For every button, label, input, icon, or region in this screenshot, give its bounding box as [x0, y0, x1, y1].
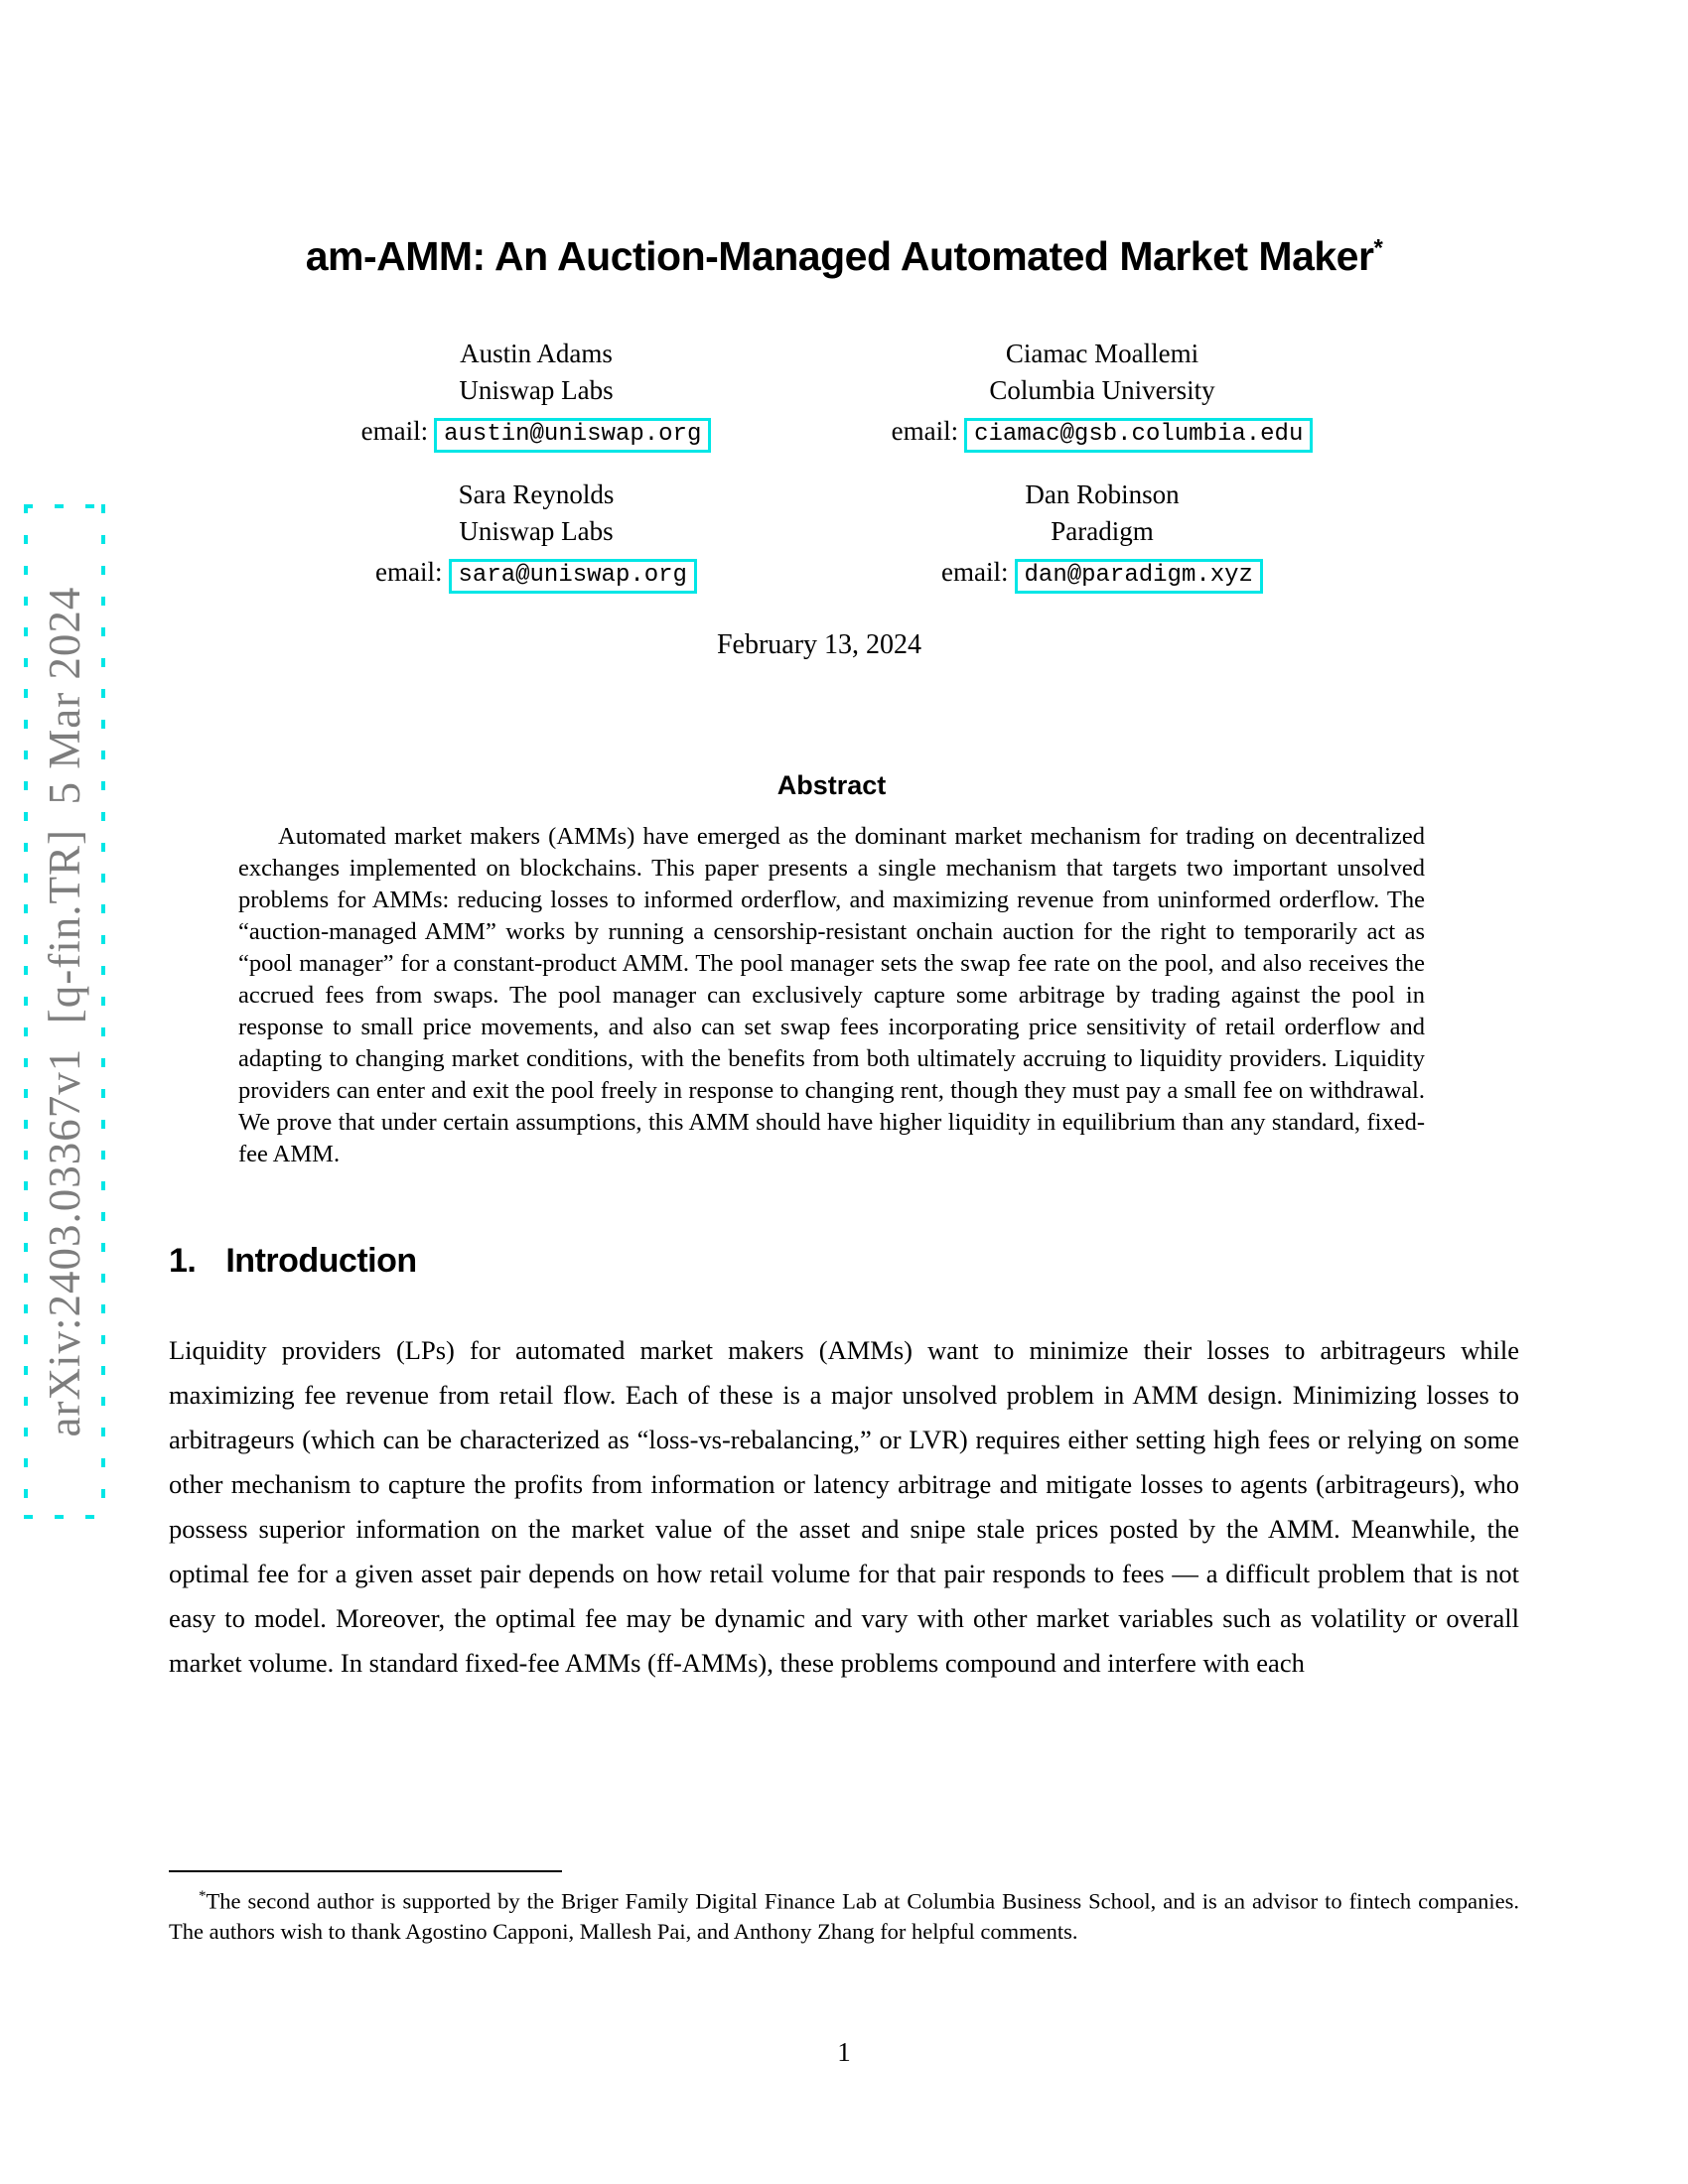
arxiv-watermark-text: arXiv:2403.03367v1 [q-fin.TR] 5 Mar 2024	[40, 586, 89, 1437]
introduction-heading	[169, 1242, 1519, 1281]
abstract-heading: Abstract	[776, 770, 887, 800]
author-name: Ciamac Moallemi	[1005, 339, 1199, 368]
author-name: Austin Adams	[460, 339, 613, 368]
author-name: Sara Reynolds	[458, 479, 615, 509]
email-link[interactable]: austin@uniswap.org	[434, 418, 711, 453]
author-affiliation: Paradigm	[1051, 516, 1154, 546]
author-name: Dan Robinson	[1025, 479, 1180, 509]
introduction-paragraph: Liquidity providers (LPs) for automated market makers (AMMs) want to minimize their losses to arbitrageurs while maximizing fee revenue from retail flow. Each of these is a major unsolved problem in AMM design. Minimizing losses to arbitrageurs (which can be characterized as “loss-vs-rebalancing,” or LVR) requires either setting high fees or relying on some other mechanism to capture the profits from information or latency arbitrage and mitigate losses to agents (arbitrageurs), who possess superior information on the market value of the asset and snipe stale prices posted by the AMM. Meanwhile, the optimal fee for a given asset pair depends on how retail volume for that pair responds to fees — a difficult problem that is not easy to model. Moreover, the optimal fee may be dynamic and vary with other market variables such as volatility or overall market volume. In standard fixed-fee AMMs (ff-AMMs), these problems compound and interfere with each	[169, 1335, 1519, 1678]
author-card	[253, 336, 819, 453]
email-link[interactable]: ciamac@gsb.columbia.edu	[964, 418, 1313, 453]
author-card	[253, 477, 819, 594]
footnote-block	[169, 1870, 1519, 1947]
paper-title	[0, 0, 1688, 280]
footnote-body: The second author is supported by the Briger Family Digital Finance Lab at Columbia Business School, and is an advisor to fintech companies. The authors wish to thank Agostino Capponi, Mallesh Pai, and Anthony Zhang for helpful comments.	[169, 1888, 1519, 1944]
abstract-section	[238, 770, 1425, 1170]
paper-title-text: am-AMM: An Auction-Managed Automated Market Maker	[305, 233, 1374, 279]
author-email-row	[819, 416, 1385, 453]
abstract-text: Automated market makers (AMMs) have emerged as the dominant market mechanism for trading on decentralized exchanges implemented on blockchains. This paper presents a single mechanism that targets two important unsolved problems for AMMs: reducing losses to informed orderflow, and maximizing revenue from uninformed orderflow. The “auction-managed AMM” works by running a censorship-resistant onchain auction for the right to temporarily act as “pool manager” for a constant-product AMM. The pool manager sets the swap fee rate on the pool, and also receives the accrued fees from swaps. The pool manager can exclusively capture some arbitrage by trading against the pool in response to small price movements, and also can set swap fees incorporating price sensitivity of retail orderflow and adapting to changing market conditions, with the benefits from both ultimately accruing to liquidity providers. Liquidity providers can enter and exit the pool freely in response to changing rent, though they must pay a small fee on withdrawal. We prove that under certain assumptions, this AMM should have higher liquidity in equilibrium than any standard, fixed-fee AMM.	[238, 823, 1425, 1167]
authors-block	[253, 336, 1385, 594]
email-label: email:	[891, 416, 959, 446]
author-affiliation: Uniswap Labs	[459, 375, 614, 405]
author-card	[819, 336, 1385, 453]
footnote-marker: *	[199, 1888, 207, 1904]
email-label: email:	[941, 557, 1009, 587]
footnote-rule	[169, 1870, 562, 1872]
page-number: 1	[837, 2037, 851, 2067]
author-email-row	[819, 557, 1385, 594]
section-title: Introduction	[225, 1242, 417, 1280]
author-card	[819, 477, 1385, 594]
email-label: email:	[375, 557, 443, 587]
arxiv-watermark	[24, 504, 105, 1519]
email-link[interactable]: dan@paradigm.xyz	[1015, 559, 1263, 594]
email-link[interactable]: sara@uniswap.org	[449, 559, 697, 594]
paper-date: February 13, 2024	[716, 629, 922, 660]
author-affiliation: Uniswap Labs	[459, 516, 614, 546]
email-label: email:	[360, 416, 429, 446]
section-number: 1.	[169, 1242, 197, 1280]
introduction-section	[169, 1242, 1519, 1686]
title-footnote-marker: *	[1373, 234, 1383, 262]
author-email-row	[253, 416, 819, 453]
footnote-text	[169, 1881, 1519, 1947]
author-affiliation: Columbia University	[989, 375, 1215, 405]
author-email-row	[253, 557, 819, 594]
